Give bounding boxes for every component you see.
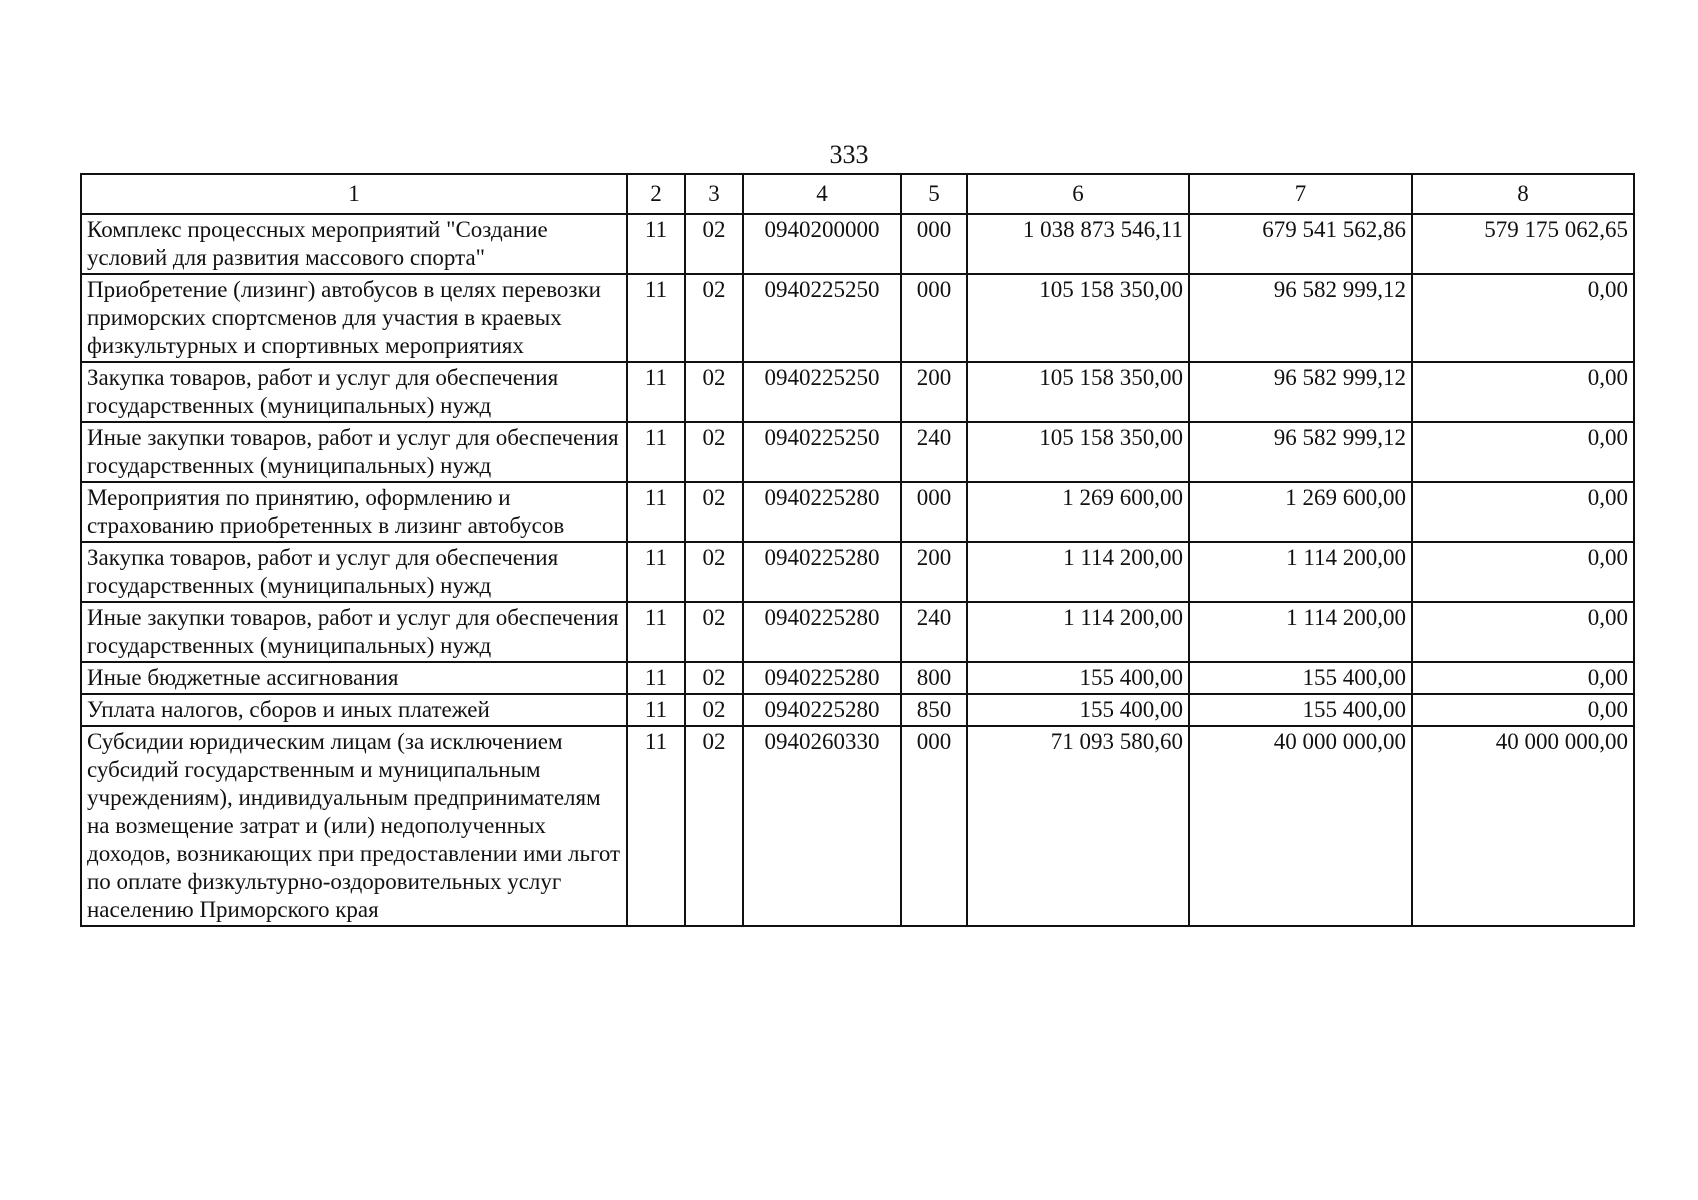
target-code-cell: 0940225250 <box>743 274 901 362</box>
amount-col8-cell: 0,00 <box>1412 482 1634 542</box>
amount-col6-cell: 105 158 350,00 <box>967 422 1189 482</box>
target-code-cell: 0940225280 <box>743 694 901 726</box>
row-name-cell: Субсидии юридическим лицам (за исключением субсидий государственным и муниципальным учреждениям), индивидуальным предпринимателям на возмещение затрат и (или) недополученных доходов, возникающих при предоставлении ими льгот по оплате физкультурно-оздоровительных услуг населению Приморского края <box>81 726 627 926</box>
target-code-cell: 0940200000 <box>743 214 901 274</box>
row-name-cell: Закупка товаров, работ и услуг для обеспечения государственных (муниципальных) нужд <box>81 362 627 422</box>
expense-type-cell: 200 <box>901 362 967 422</box>
column-header: 2 <box>627 174 685 214</box>
column-header: 7 <box>1189 174 1412 214</box>
section-code-cell: 11 <box>627 362 685 422</box>
amount-col7-cell: 1 114 200,00 <box>1189 602 1412 662</box>
amount-col7-cell: 1 269 600,00 <box>1189 482 1412 542</box>
table-header-row <box>81 174 1634 214</box>
table-row <box>81 482 1634 542</box>
column-header: 3 <box>685 174 743 214</box>
row-name-cell: Закупка товаров, работ и услуг для обеспечения государственных (муниципальных) нужд <box>81 542 627 602</box>
amount-col7-cell: 96 582 999,12 <box>1189 362 1412 422</box>
amount-col8-cell: 0,00 <box>1412 694 1634 726</box>
amount-col8-cell: 0,00 <box>1412 602 1634 662</box>
row-name-cell: Уплата налогов, сборов и иных платежей <box>81 694 627 726</box>
target-code-cell: 0940225280 <box>743 482 901 542</box>
row-name-cell: Иные бюджетные ассигнования <box>81 662 627 694</box>
amount-col6-cell: 105 158 350,00 <box>967 274 1189 362</box>
amount-col6-cell: 1 114 200,00 <box>967 602 1189 662</box>
expense-type-cell: 850 <box>901 694 967 726</box>
amount-col8-cell: 0,00 <box>1412 422 1634 482</box>
amount-col8-cell: 0,00 <box>1412 362 1634 422</box>
section-code-cell: 11 <box>627 422 685 482</box>
subsection-code-cell: 02 <box>685 422 743 482</box>
expense-type-cell: 240 <box>901 422 967 482</box>
table-body <box>81 214 1634 926</box>
amount-col8-cell: 0,00 <box>1412 542 1634 602</box>
amount-col7-cell: 40 000 000,00 <box>1189 726 1412 926</box>
target-code-cell: 0940225250 <box>743 422 901 482</box>
page-number: 333 <box>829 140 869 169</box>
table-row <box>81 694 1634 726</box>
subsection-code-cell: 02 <box>685 726 743 926</box>
amount-col7-cell: 155 400,00 <box>1189 662 1412 694</box>
expense-type-cell: 200 <box>901 542 967 602</box>
expense-type-cell: 000 <box>901 482 967 542</box>
expense-type-cell: 240 <box>901 602 967 662</box>
table-row <box>81 214 1634 274</box>
target-code-cell: 0940225280 <box>743 662 901 694</box>
table-row <box>81 422 1634 482</box>
column-header: 5 <box>901 174 967 214</box>
amount-col8-cell: 579 175 062,65 <box>1412 214 1634 274</box>
row-name-cell: Комплекс процессных мероприятий "Создание условий для развития массового спорта" <box>81 214 627 274</box>
section-code-cell: 11 <box>627 274 685 362</box>
amount-col6-cell: 1 114 200,00 <box>967 542 1189 602</box>
row-name-cell: Приобретение (лизинг) автобусов в целях перевозки приморских спортсменов для участия в краевых физкультурных и спортивных мероприятиях <box>81 274 627 362</box>
amount-col7-cell: 96 582 999,12 <box>1189 274 1412 362</box>
expense-type-cell: 000 <box>901 274 967 362</box>
subsection-code-cell: 02 <box>685 362 743 422</box>
amount-col7-cell: 155 400,00 <box>1189 694 1412 726</box>
section-code-cell: 11 <box>627 726 685 926</box>
row-name-cell: Мероприятия по принятию, оформлению и страхованию приобретенных в лизинг автобусов <box>81 482 627 542</box>
row-name-cell: Иные закупки товаров, работ и услуг для обеспечения государственных (муниципальных) нужд <box>81 422 627 482</box>
table-row <box>81 602 1634 662</box>
amount-col8-cell: 0,00 <box>1412 274 1634 362</box>
subsection-code-cell: 02 <box>685 662 743 694</box>
amount-col7-cell: 679 541 562,86 <box>1189 214 1412 274</box>
subsection-code-cell: 02 <box>685 214 743 274</box>
subsection-code-cell: 02 <box>685 482 743 542</box>
target-code-cell: 0940260330 <box>743 726 901 926</box>
expense-type-cell: 000 <box>901 214 967 274</box>
budget-table <box>80 173 1635 927</box>
subsection-code-cell: 02 <box>685 694 743 726</box>
target-code-cell: 0940225250 <box>743 362 901 422</box>
section-code-cell: 11 <box>627 694 685 726</box>
amount-col7-cell: 1 114 200,00 <box>1189 542 1412 602</box>
section-code-cell: 11 <box>627 214 685 274</box>
amount-col6-cell: 105 158 350,00 <box>967 362 1189 422</box>
column-header: 8 <box>1412 174 1634 214</box>
section-code-cell: 11 <box>627 662 685 694</box>
column-header: 1 <box>81 174 627 214</box>
table-row <box>81 662 1634 694</box>
amount-col7-cell: 96 582 999,12 <box>1189 422 1412 482</box>
table-row <box>81 274 1634 362</box>
target-code-cell: 0940225280 <box>743 542 901 602</box>
section-code-cell: 11 <box>627 602 685 662</box>
subsection-code-cell: 02 <box>685 602 743 662</box>
subsection-code-cell: 02 <box>685 274 743 362</box>
column-header: 4 <box>743 174 901 214</box>
amount-col6-cell: 1 038 873 546,11 <box>967 214 1189 274</box>
amount-col6-cell: 155 400,00 <box>967 694 1189 726</box>
table-row <box>81 726 1634 926</box>
table-row <box>81 542 1634 602</box>
expense-type-cell: 800 <box>901 662 967 694</box>
section-code-cell: 11 <box>627 542 685 602</box>
subsection-code-cell: 02 <box>685 542 743 602</box>
column-header: 6 <box>967 174 1189 214</box>
target-code-cell: 0940225280 <box>743 602 901 662</box>
amount-col6-cell: 71 093 580,60 <box>967 726 1189 926</box>
section-code-cell: 11 <box>627 482 685 542</box>
amount-col6-cell: 1 269 600,00 <box>967 482 1189 542</box>
amount-col8-cell: 40 000 000,00 <box>1412 726 1634 926</box>
row-name-cell: Иные закупки товаров, работ и услуг для обеспечения государственных (муниципальных) нужд <box>81 602 627 662</box>
table-row <box>81 362 1634 422</box>
amount-col6-cell: 155 400,00 <box>967 662 1189 694</box>
amount-col8-cell: 0,00 <box>1412 662 1634 694</box>
expense-type-cell: 000 <box>901 726 967 926</box>
